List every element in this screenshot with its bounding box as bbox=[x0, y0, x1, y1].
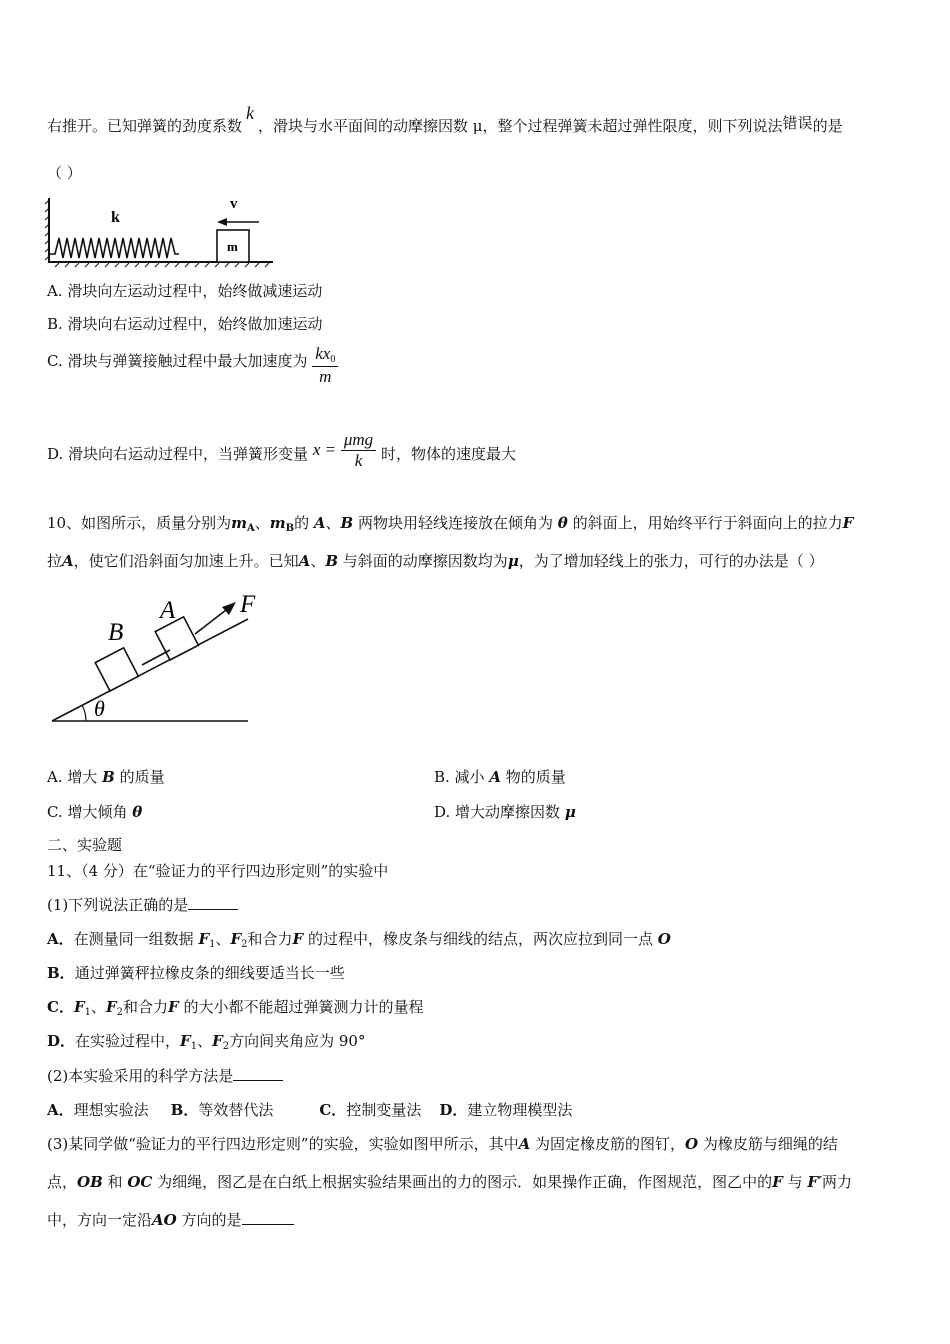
incline-diagram bbox=[46, 588, 276, 728]
q10-stem-line-1: 10、如图所示，质量分别为$m_A$、$m_B$的 A、B 两物块用轻线连接放在倾角为 θ 的斜面上，用始终平行于斜面向上的拉力F bbox=[47, 514, 854, 534]
block-B bbox=[95, 648, 138, 691]
q11-1-option-c: C．$F_1$、$F_2$和合力F 的大小都不能超过弹簧测力计的量程 bbox=[47, 998, 424, 1018]
q10-option-d: D. 增大动摩擦因数 μ bbox=[434, 803, 576, 821]
q9-option-a: A. 滑块向左运动过程中，始终做减速运动 bbox=[47, 282, 323, 300]
q11-part-3-line-2: 点，OB 和 OC 为细绳，图乙是在白纸上根据实验结果画出的力的图示．如果操作正确，作图规范，图乙中的F 与 F′两力 bbox=[47, 1173, 853, 1191]
q11-1-option-a: A．在测量同一组数据 $F_1$、$F_2$和合力F 的过程中，橡皮条与细线的结点，两次应拉到同一点 O bbox=[47, 930, 671, 950]
label-B: B bbox=[108, 619, 124, 646]
max-acceleration-fraction: $\frac{kx_0}{m}$ bbox=[312, 344, 338, 387]
spring-block-diagram bbox=[45, 192, 277, 268]
q11-2-options: A．理想实验法 B．等效替代法 C．控制变量法 D．建立物理模型法 bbox=[47, 1101, 573, 1119]
q10-option-c: C. 增大倾角 θ bbox=[47, 803, 143, 821]
velocity-arrow-icon bbox=[217, 218, 227, 226]
label-A: A bbox=[160, 597, 176, 624]
q9-option-d: D. 滑块向右运动过程中，当弹簧形变量 x = $\frac{\text{μmg}}{k}$ 时，物体的速度最大 bbox=[47, 430, 516, 471]
q11-1-option-b: B．通过弹簧秤拉橡皮条的细线要适当长一些 bbox=[47, 964, 345, 982]
connecting-string bbox=[142, 650, 170, 665]
emphasis-wrong: 错误 bbox=[782, 114, 813, 132]
q10-stem-line-2: 拉A，使它们沿斜面匀加速上升。已知A、B 与斜面的动摩擦因数均为μ，为了增加轻线上的张力，可行的办法是（ ） bbox=[47, 552, 824, 570]
force-arrow-icon bbox=[222, 602, 236, 615]
q10-option-b: B. 减小 A 物的质量 bbox=[434, 768, 566, 786]
answer-blank bbox=[242, 1224, 294, 1225]
answer-blank bbox=[188, 909, 238, 910]
q9-stem-line: 右推开。已知弹簧的劲度系数k，滑块与水平面间的动摩擦因数 μ，整个过程弹簧未超过弹性限度，则下列说法错误的是 bbox=[47, 103, 843, 135]
q11-part-3-line-1: (3)某同学做“验证力的平行四边形定则”的实验，实验如图甲所示，其中A 为固定橡皮筋的图钉，O 为橡皮筋与细绳的结 bbox=[47, 1135, 838, 1153]
block-m-label: m bbox=[227, 239, 238, 254]
q9-answer-paren: （ ） bbox=[47, 164, 82, 182]
answer-blank bbox=[233, 1080, 283, 1081]
q11-part-2: (2)本实验采用的科学方法是 bbox=[47, 1067, 283, 1085]
spring bbox=[49, 238, 179, 258]
q10-option-a: A. 增大 B 的质量 bbox=[47, 768, 165, 786]
deformation-fraction: $\frac{\text{μmg}}{k}$ bbox=[341, 430, 376, 472]
q11-1-option-d: D．在实验过程中，$F_1$、$F_2$方向间夹角应为 90° bbox=[47, 1032, 366, 1052]
velocity-label: v bbox=[230, 196, 238, 212]
q9-option-c: C. 滑块与弹簧接触过程中最大加速度为 $\frac{kx_0}{m}$ bbox=[47, 344, 338, 387]
q11-part-1: (1)下列说法正确的是 bbox=[47, 896, 238, 914]
q11-title: 11、（4 分）在“验证力的平行四边形定则”的实验中 bbox=[47, 862, 389, 880]
q11-part-3-line-3: 中，方向一定沿AO 方向的是 bbox=[47, 1211, 294, 1229]
label-F: F bbox=[240, 591, 256, 618]
spring-constant-label: k bbox=[111, 209, 120, 226]
angle-theta-label: θ bbox=[94, 696, 105, 721]
q9-option-b: B. 滑块向右运动过程中，始终做加速运动 bbox=[47, 315, 323, 333]
section-heading: 二、实验题 bbox=[47, 836, 123, 854]
k-symbol: k bbox=[246, 103, 255, 123]
